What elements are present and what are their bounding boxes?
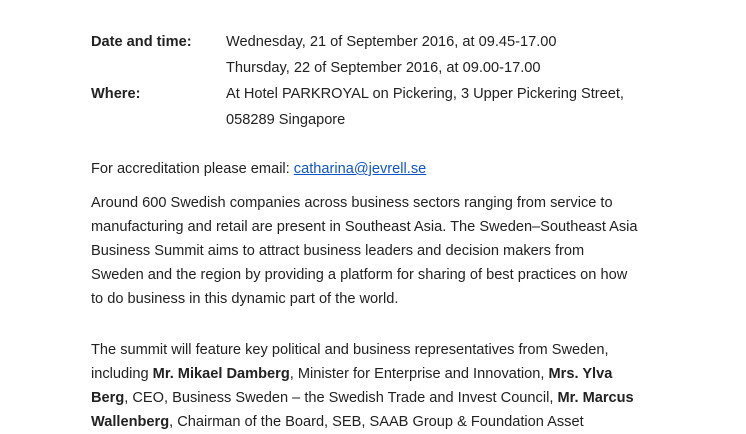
accreditation-text: For accreditation please email:: [91, 161, 294, 177]
speaker-name: Berg: [91, 390, 125, 406]
where-line-1: At Hotel PARKROYAL on Pickering, 3 Upper Pickering Street,: [226, 86, 624, 102]
event-info: [91, 29, 671, 133]
speaker-name: Mr. Marcus: [557, 390, 634, 406]
where-line-2: 058289 Singapore: [226, 112, 346, 128]
where-value: [226, 81, 671, 133]
text-run: , Chairman of the Board, SEB, SAAB Group & Foundation Asset: [169, 414, 584, 430]
accreditation-email-link[interactable]: catharina@jevrell.se: [293, 161, 427, 177]
paragraph-intro: [91, 191, 671, 311]
paragraph-line: to do business in this dynamic part of the world.: [91, 291, 399, 307]
paragraph-line: Around 600 Swedish companies across business sectors ranging from service to: [91, 195, 613, 211]
date-value: [226, 29, 671, 81]
where-row: [91, 81, 671, 133]
paragraph-line: manufacturing and retail are present in Southeast Asia. The Sweden–Southeast Asia: [91, 219, 638, 235]
paragraph-line: The summit will feature key political and business representatives from Sweden,: [91, 342, 609, 358]
paragraph-line: Sweden and the region by providing a platform for sharing of best practices on how: [91, 267, 628, 283]
text-run: , CEO, Business Sweden – the Swedish Trade and Invest Council,: [124, 390, 558, 406]
date-line-1: Wednesday, 21 of September 2016, at 09.45-17.00: [226, 34, 557, 50]
paragraph-speakers: [91, 338, 671, 434]
paragraph-line: [91, 410, 671, 434]
paragraph-line: [91, 386, 671, 410]
paragraph-line: [91, 362, 671, 386]
date-label: Date and time:: [91, 34, 192, 50]
date-line-2: Thursday, 22 of September 2016, at 09.00-17.00: [226, 60, 541, 76]
date-row: [91, 29, 671, 81]
speaker-name: Mrs. Ylva: [548, 366, 613, 382]
paragraph-line: Business Summit aims to attract business leaders and decision makers from: [91, 243, 585, 259]
speaker-name: Wallenberg: [91, 414, 170, 430]
text-run: including: [91, 366, 153, 382]
where-label: Where:: [91, 86, 141, 102]
speaker-name: Mr. Mikael Damberg: [152, 366, 290, 382]
accreditation-line: [91, 157, 426, 181]
text-run: , Minister for Enterprise and Innovation,: [289, 366, 549, 382]
